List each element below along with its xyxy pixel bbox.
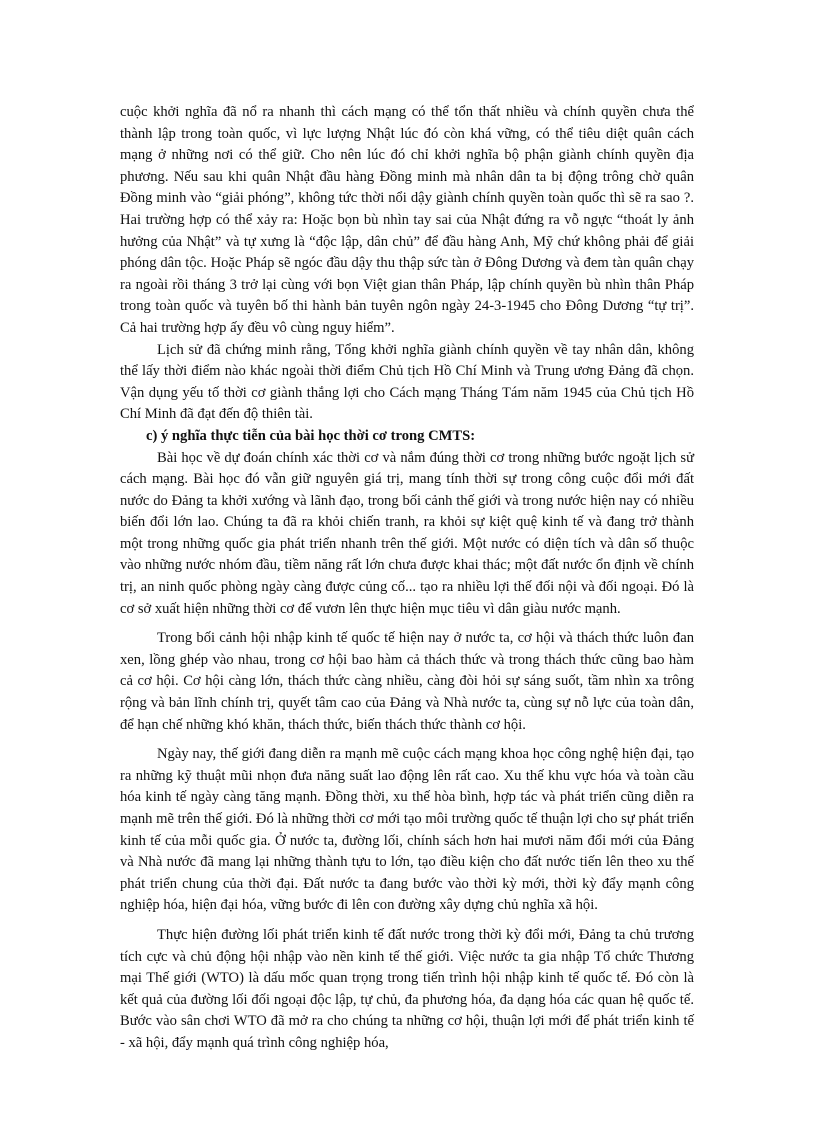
paragraph-history-proof: Lịch sử đã chứng minh rằng, Tổng khởi nghĩa giành chính quyền về tay nhân dân, không thể lấy thời điểm nào khác ngoài thời điểm Chủ tịch Hồ Chí Minh và Trung ương Đảng đã chọn. Vận dụng yếu tố thời cơ giành thắng lợi cho Cách mạng Tháng Tám năm 1945 của Chủ tịch Hồ Chí Minh đã đạt đến độ thiên tài. (120, 341, 694, 423)
section-heading: c) ý nghĩa thực tiễn của bài học thời cơ trong CMTS: (146, 427, 476, 444)
paragraph-integration-context: Trong bối cảnh hội nhập kinh tế quốc tế hiện nay ở nước ta, cơ hội và thách thức luôn đan xen, lồng ghép vào nhau, trong cơ hội bao hàm cả thách thức và trong thách thức cũng bao hàm cả cơ hội. Cơ hội càng lớn, thách thức càng nhiều, càng đòi hỏi sự sáng suốt, tầm nhìn xa trông rộng và bản lĩnh chính trị, quyết tâm cao của Đảng và Nhà nước ta, cùng sự nỗ lực của toàn dân, để hạn chế những khó khăn, thách thức, biến thách thức thành cơ hội. (120, 630, 694, 733)
paragraph-wto: Thực hiện đường lối phát triển kinh tế đất nước trong thời kỳ đổi mới, Đảng ta chủ trương tích cực và chủ động hội nhập vào nền kinh tế thế giới. Việc nước ta gia nhập Tổ chức Thương mại Thế giới (WTO) là dấu mốc quan trọng trong tiến trình hội nhập kinh tế quốc tế. Đó còn là kết quả của đường lối đối ngoại độc lập, tự chủ, đa phương hóa, đa dạng hóa các quan hệ quốc tế. Bước vào sân chơi WTO đã mở ra cho chúng ta những cơ hội, thuận lợi mới để phát triển kinh tế - xã hội, đẩy mạnh quá trình công nghiệp hóa, (120, 926, 694, 1051)
paragraph-continuation: cuộc khởi nghĩa đã nổ ra nhanh thì cách mạng có thể tổn thất nhiều và chính quyền chưa thể thành lập trong toàn quốc, vì lực lượng Nhật lúc đó còn khá vững, có thể tiêu diệt quân cách mạng ở những nơi có thể giữ. Cho nên lúc đó chỉ khởi nghĩa bộ phận giành chính quyền địa phương. Nếu sau khi quân Nhật đầu hàng Đồng minh mà nhân dân ta bị động trông chờ quân Đồng minh vào “giải phóng”, không tức thời nổi dậy giành chính quyền toàn quốc thì sẽ ra sao ?. Hai trường hợp có thể xảy ra: Hoặc bọn bù nhìn tay sai của Nhật đứng ra vỗ ngực “thoát ly ảnh hưởng của Nhật” và tự xưng là “độc lập, dân chủ” để đầu hàng Anh, Mỹ chứ không phải để giải phóng dân tộc. Hoặc Pháp sẽ ngóc đầu dậy thu thập sức tàn ở Đông Dương và đem tàn quân chạy ra ngoài rồi tháng 3 trở lại cùng với bọn Việt gian thân Pháp, lập chính quyền bù nhìn thân Pháp trong toàn quốc và tuyên bố thi hành bản tuyên ngôn ngày 24-3-1945 cho Đông Dương “tự trị”. Cả hai trường hợp ấy đều vô cùng nguy hiểm”. (120, 104, 694, 336)
paragraph-modern-world: Ngày nay, thế giới đang diễn ra mạnh mẽ cuộc cách mạng khoa học công nghệ hiện đại, tạo ra những kỹ thuật mũi nhọn đưa năng suất lao động lên rất cao. Xu thế khu vực hóa và toàn cầu hóa kinh tế ngày càng tăng mạnh. Đồng thời, xu thế hòa bình, hợp tác và phát triển cũng diễn ra mạnh mẽ trên thế giới. Đó là những thời cơ mới tạo môi trường quốc tế thuận lợi cho sự phát triển kinh tế của mỗi quốc gia. Ở nước ta, đường lối, chính sách hơn hai mươi năm đổi mới của Đảng và Nhà nước đã mang lại những thành tựu to lớn, tạo điều kiện cho đất nước tiến lên theo xu thế phát triển chung của thời đại. Đất nước ta đang bước vào thời kỳ mới, thời kỳ đẩy mạnh công nghiệp hóa, hiện đại hóa, vững bước đi lên con đường xây dựng chủ nghĩa xã hội. (120, 746, 694, 914)
document-page (120, 102, 694, 1055)
paragraph-lesson: Bài học về dự đoán chính xác thời cơ và nắm đúng thời cơ trong những bước ngoặt lịch sử cách mạng. Bài học đó vẫn giữ nguyên giá trị, mang tính thời sự trong công cuộc đổi mới đất nước do Đảng ta khởi xướng và lãnh đạo, trong bối cảnh thế giới và trong nước hiện nay có nhiều biến đổi lớn lao. Chúng ta đã ra khỏi chiến tranh, ra khỏi sự kiệt quệ kinh tế và đang trở thành một trong những quốc gia phát triển nhanh trên thế giới. Một nước có diện tích và dân số thuộc vào những nước nhóm đầu, tiềm năng rất lớn chưa được khai thác; một đất nước ổn định về chính trị, an ninh quốc phòng ngày càng được củng cố... tạo ra nhiều lợi thế đối nội và đối ngoại. Đó là cơ sở xuất hiện những thời cơ để vươn lên thực hiện mục tiêu vì dân giàu nước mạnh. (120, 449, 694, 617)
